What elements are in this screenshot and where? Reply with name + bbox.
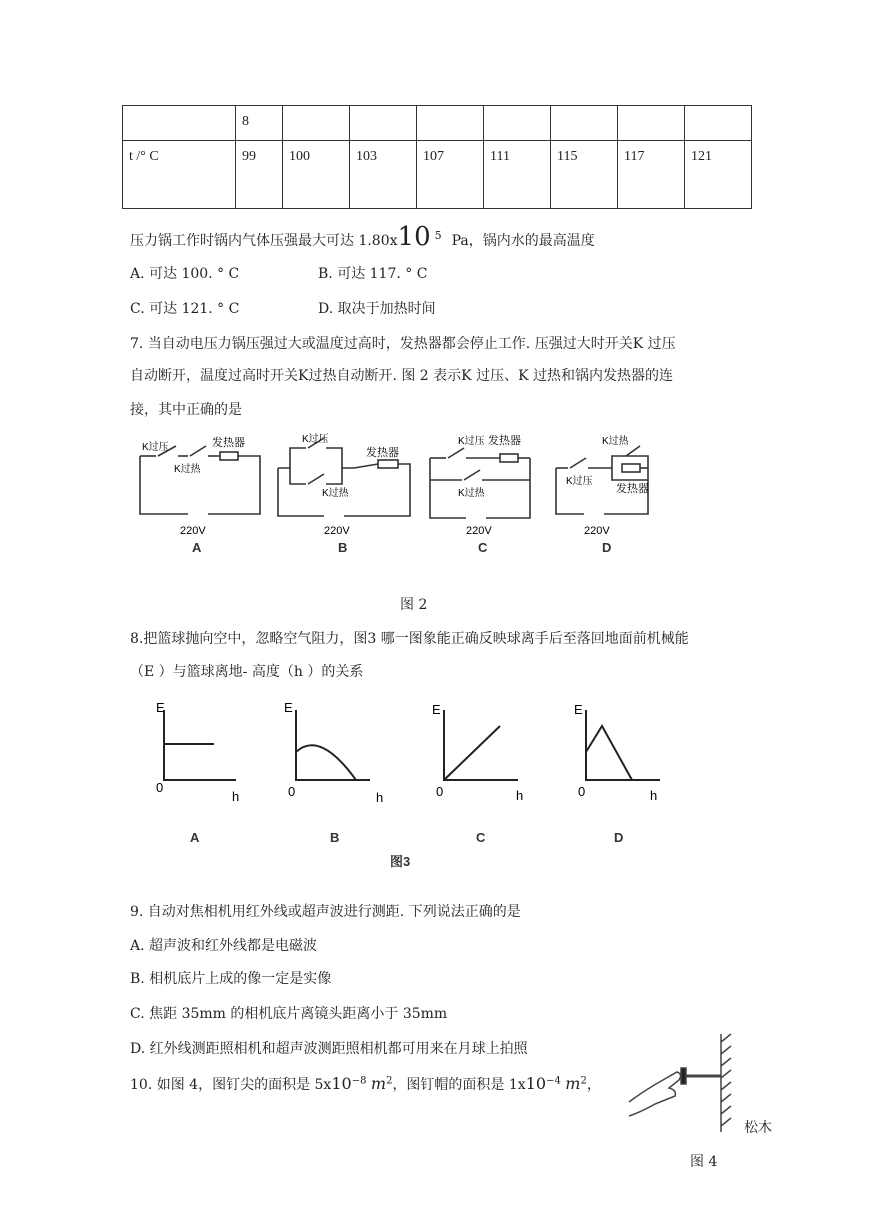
q10-stem	[130, 1074, 601, 1094]
d-axis-h: h	[650, 788, 658, 803]
q10-unit-exp-2: 2	[580, 1075, 587, 1087]
c-voltage-label: 220V	[466, 525, 492, 537]
q10-base-1: 10	[331, 1074, 352, 1093]
table-cell: 117	[618, 141, 685, 209]
q9-stem: 9. 自动对焦相机用红外线或超声波进行测距. 下列说法正确的是	[130, 904, 521, 920]
q8-line1: 8.把篮球抛向空中，忽略空气阻力，图3 哪一图象能正确反映球离手后至落回地面前机械能	[130, 631, 689, 647]
q6-power-exp: 5	[434, 229, 442, 243]
table-cell	[484, 106, 551, 141]
q7-line1: 7. 当自动电压力锅压强过大或温度过高时，发热器都会停止工作. 压强过大时开关K 过压	[130, 336, 676, 352]
graph-a-label: A	[190, 830, 200, 845]
figure-4-thumbtack	[625, 1032, 735, 1136]
table-cell	[618, 106, 685, 141]
q9-option-a: A. 超声波和红外线都是电磁波	[130, 938, 318, 954]
a-axis-h: h	[232, 789, 240, 804]
d-axis-e: E	[574, 702, 583, 717]
table-cell: t /° C	[123, 141, 236, 209]
q8-line2: （E ）与篮球离地- 高度（h ）的关系	[130, 664, 364, 680]
circuit-b-label: B	[338, 540, 348, 555]
q9-option-c: C. 焦距 35mm 的相机底片离镜头距离小于 35mm	[130, 1006, 448, 1022]
c-k-over-heat-label: K过热	[458, 488, 485, 499]
c-origin: 0	[436, 784, 444, 799]
d-origin: 0	[578, 784, 586, 799]
table-cell: 111	[484, 141, 551, 209]
wood-label: 松木	[744, 1120, 772, 1136]
b-k-over-pressure-label: K过压	[302, 434, 329, 445]
a-heater-label: 发热器	[212, 437, 245, 449]
table-cell	[283, 106, 350, 141]
d-voltage-label: 220V	[584, 525, 610, 537]
table-cell	[350, 106, 417, 141]
circuit-d-label: D	[602, 540, 612, 555]
graph-d-label: D	[614, 830, 624, 845]
table-cell: 115	[551, 141, 618, 209]
q6-option-b: B. 可达 117. ° C	[318, 266, 428, 282]
q7-line2: 自动断开，温度过高时开关K过热自动断开. 图 2 表示K 过压、K 过热和锅内发热器的连	[130, 368, 673, 384]
q6-power-base: 10	[397, 222, 431, 252]
c-k-over-pressure-label: K过压	[458, 436, 485, 447]
graph-b-label: B	[330, 830, 340, 845]
graph-c-label: C	[476, 830, 486, 845]
q6-option-a: A. 可达 100. ° C	[130, 266, 240, 282]
d-k-over-heat-label: K过热	[602, 436, 629, 447]
table-row	[123, 141, 752, 209]
d-heater-label: 发热器	[616, 483, 649, 495]
figure-4-caption: 图 4	[690, 1154, 718, 1170]
a-k-over-pressure-label: K过压	[142, 442, 169, 453]
table-cell	[123, 106, 236, 141]
figure-3-caption: 图3	[390, 854, 411, 869]
q10-unit-2: m	[565, 1074, 581, 1093]
table-cell: 107	[417, 141, 484, 209]
q10-exp-2: −4	[546, 1075, 561, 1087]
figure-3-graphs	[150, 700, 670, 880]
table-cell: 100	[283, 141, 350, 209]
c-axis-h: h	[516, 788, 524, 803]
circuit-c-label: C	[478, 540, 488, 555]
q6-option-c: C. 可达 121. ° C	[130, 301, 240, 317]
q7-line3: 接，其中正确的是	[130, 402, 242, 418]
table-row	[123, 106, 752, 141]
q9-option-b: B. 相机底片上成的像一定是实像	[130, 971, 332, 987]
c-axis-e: E	[432, 702, 441, 717]
b-k-over-heat-label: K过热	[322, 488, 349, 499]
table-cell: 8	[236, 106, 283, 141]
q10-text-3: ，	[586, 1077, 601, 1093]
c-heater-label: 发热器	[488, 435, 521, 447]
table-cell: 103	[350, 141, 417, 209]
q10-base-2: 10	[525, 1074, 547, 1093]
circuit-a-label: A	[192, 540, 202, 555]
a-origin: 0	[156, 780, 164, 795]
figure-2-circuits	[128, 428, 688, 558]
table-cell: 99	[236, 141, 283, 209]
a-axis-e: E	[156, 700, 165, 715]
q9-option-d: D. 红外线测距照相机和超声波测距照相机都可用来在月球上拍照	[130, 1041, 528, 1057]
b-voltage-label: 220V	[324, 525, 350, 537]
q10-text-1: 10. 如图 4，图钉尖的面积是 5x	[130, 1077, 332, 1093]
temperature-table	[122, 105, 752, 209]
a-k-over-heat-label: K过热	[174, 464, 201, 475]
q6-stem-tail: Pa，锅内水的最高温度	[451, 233, 595, 249]
table-cell	[685, 106, 752, 141]
a-voltage-label: 220V	[180, 525, 206, 537]
q10-exp-1: −8	[351, 1075, 367, 1087]
table-cell	[551, 106, 618, 141]
d-k-over-pressure-label: K过压	[566, 476, 593, 487]
b-axis-h: h	[376, 790, 384, 805]
figure-2-caption: 图 2	[400, 597, 428, 613]
q10-unit-1: m	[370, 1074, 387, 1093]
b-axis-e: E	[284, 700, 293, 715]
q6-stem	[130, 222, 595, 252]
q10-text-2: ，图钉帽的面积是 1x	[392, 1077, 526, 1093]
b-origin: 0	[288, 784, 296, 799]
table-cell	[417, 106, 484, 141]
q10-unit-exp-1: 2	[386, 1075, 393, 1087]
q6-stem-text: 压力锅工作时锅内气体压强最大可达 1.80x	[130, 233, 398, 249]
b-heater-label: 发热器	[366, 447, 399, 459]
q6-option-d: D. 取决于加热时间	[318, 301, 436, 317]
table-cell: 121	[685, 141, 752, 209]
